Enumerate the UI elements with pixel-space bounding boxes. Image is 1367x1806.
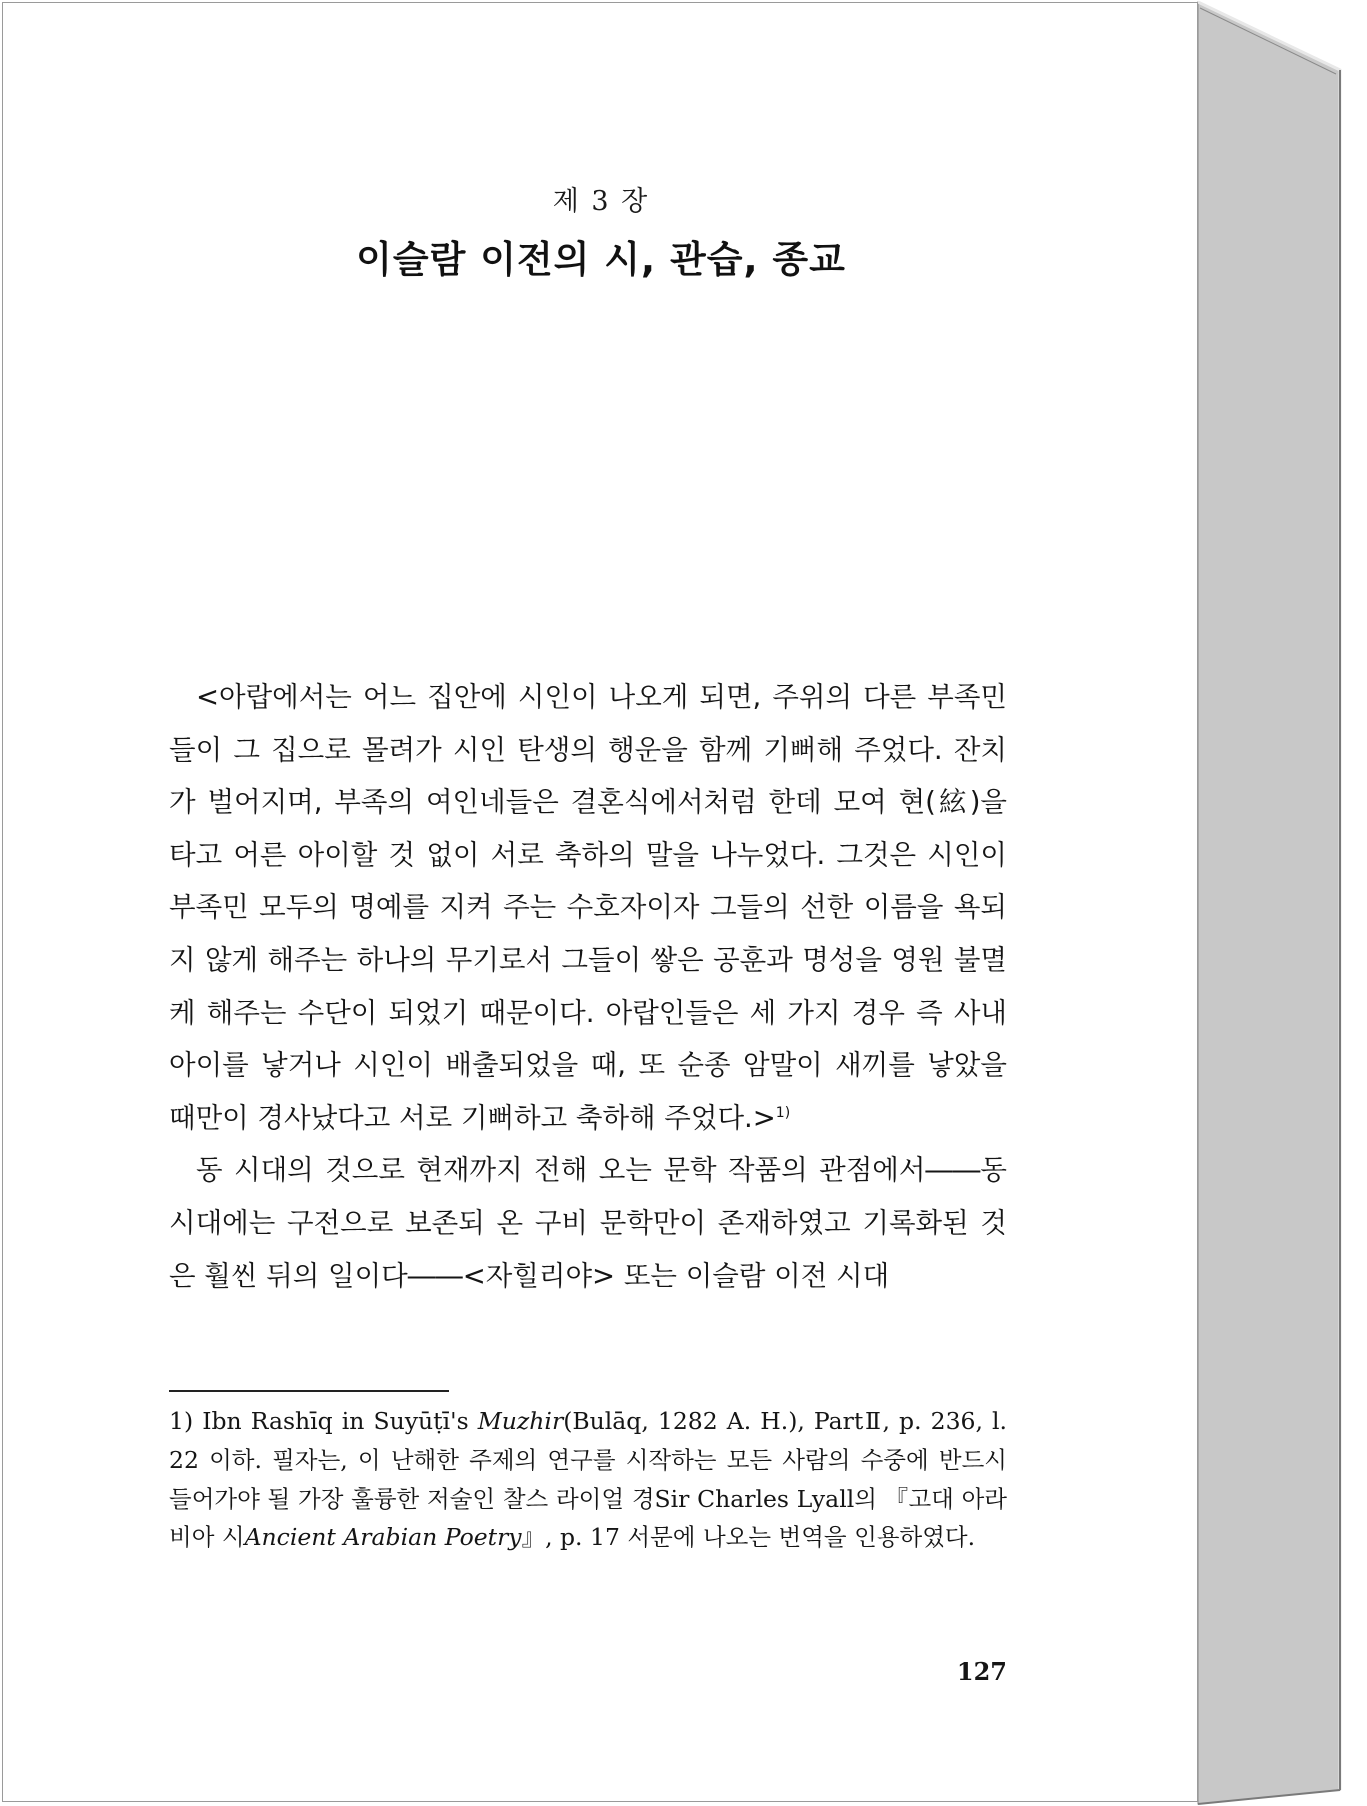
footnote-text-middle: (Bulāq, 1282 A. H.), PartⅡ, p. 236, l. 22 이하. 필자는, 이 난해한 주제의 연구를 시작하는 모든 사람의 수중에 반드시 들어가야 될 가장 훌륭한 저술인 찰스 라이얼 경Sir Charles Lyall의 『고대 아라비아 시 [169, 1407, 1007, 1552]
page-number: 127 [956, 1657, 1007, 1686]
footnote-work-title: Muzhir [477, 1407, 564, 1435]
footnote-book-title: Ancient Arabian Poetry [244, 1523, 522, 1552]
chapter-number: 제 3 장 [552, 186, 650, 217]
book-page [2, 2, 1198, 1802]
footnote [169, 1402, 1007, 1557]
footnote-text-end: 』, p. 17 서문에 나오는 번역을 인용하였다. [521, 1523, 976, 1552]
paragraph-1-text: <아랍에서는 어느 집안에 시인이 나오게 되면, 주위의 다른 부족민들이 그 집으로 몰려가 시인 탄생의 행운을 함께 기뻐해 주었다. 잔치가 벌어지며, 부족의 여인네들은 결혼식에서처럼 한데 모여 현(絃)을 타고 어른 아이할 것 없이 서로 축하의 말을 나누었다. 그것은 시인이 부족민 모두의 명예를 지켜 주는 수호자이자 그들의 선한 이름을 욕되지 않게 해주는 하나의 무기로서 그들이 쌓은 공훈과 명성을 영원 불멸케 해주는 수단이 되었기 때문이다. 아랍인들은 세 가지 경우 즉 사내 아이를 낳거나 시인이 배출되었을 때, 또 순종 암말이 새끼를 낳았을 때만이 경사났다고 서로 기뻐하고 축하해 주었다.> [169, 681, 1007, 1134]
body-text [169, 671, 1007, 1302]
paragraph-2: 동 시대의 것으로 현재까지 전해 오는 문학 작품의 관점에서――동 시대에는 구전으로 보존되 온 구비 문학만이 존재하였고 기록화된 것은 훨씬 뒤의 일이다――<자힐리야> 또는 이슬람 이전 시대 [169, 1154, 1007, 1292]
footnote-divider [169, 1390, 449, 1392]
footnote-text-start: Ibn Rashīq in Suyūṭī's [202, 1407, 469, 1435]
chapter-title: 이슬람 이전의 시, 관습, 종교 [356, 238, 846, 281]
footnote-number: 1) [169, 1407, 194, 1435]
paragraph-quotation [169, 671, 1007, 1144]
footnote-reference: 1) [775, 1104, 791, 1121]
